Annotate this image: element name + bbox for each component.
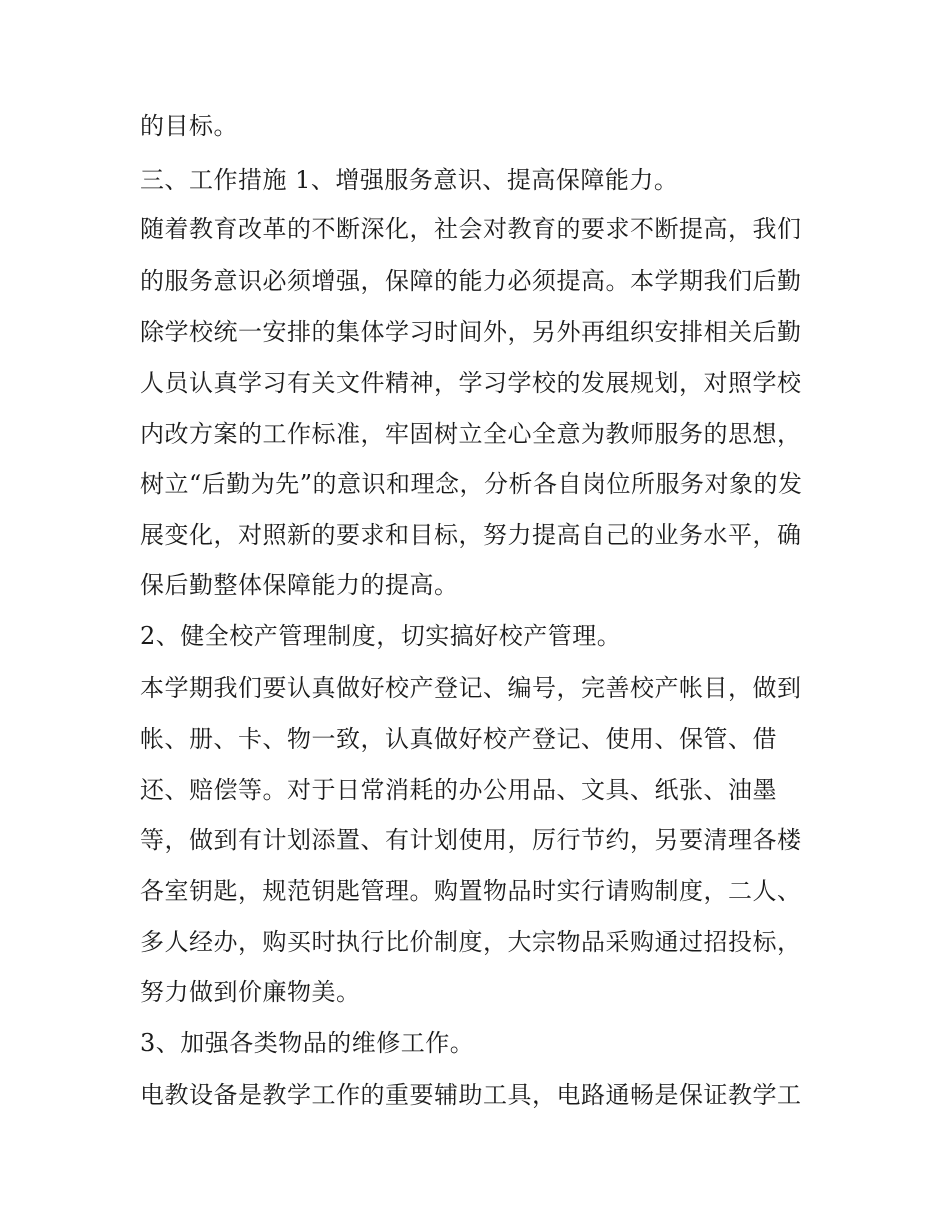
text-line-18: 努力做到价廉物美。 (140, 978, 361, 1006)
text-line-5: 除学校统一安排的集体学习时间外，另外再组织安排相关后勤 (140, 318, 802, 346)
text-line-4: 的服务意识必须增强，保障的能力必须提高。本学期我们后勤 (140, 267, 802, 295)
text-line-3: 随着教育改革的不断深化，社会对教育的要求不断提高，我们 (140, 215, 802, 243)
text-line-17: 多人经办，购买时执行比价制度，大宗物品采购通过招投标， (140, 928, 802, 956)
text-line-16: 各室钥匙，规范钥匙管理。购置物品时实行请购制度，二人、 (140, 877, 802, 905)
subheading-asset-management: 2、健全校产管理制度，切实搞好校产管理。 (140, 622, 622, 650)
text-line-12: 本学期我们要认真做好校产登记、编号，完善校产帐目，做到 (140, 674, 802, 702)
text-line-10: 保后勤整体保障能力的提高。 (140, 571, 459, 599)
text-line-1: 的目标。 (140, 112, 238, 140)
text-line-6: 人员认真学习有关文件精神，学习学校的发展规划，对照学校 (140, 369, 802, 397)
section-heading-work-measures: 三、工作措施 1、增强服务意识、提高保障能力。 (140, 166, 679, 194)
text-line-13: 帐、册、卡、物一致，认真做好校产登记、使用、保管、借 (140, 725, 777, 753)
text-line-9: 展变化，对照新的要求和目标，努力提高自己的业务水平，确 (140, 521, 802, 549)
subheading-maintenance: 3、加强各类物品的维修工作。 (140, 1029, 475, 1057)
text-line-14: 还、赔偿等。对于日常消耗的办公用品、文具、纸张、油墨 (140, 776, 777, 804)
text-line-8: 树立“后勤为先”的意识和理念，分析各自岗位所服务对象的发 (140, 470, 803, 498)
text-line-20: 电教设备是教学工作的重要辅助工具，电路通畅是保证教学工 (140, 1081, 802, 1109)
text-line-7: 内改方案的工作标准，牢固树立全心全意为教师服务的思想， (140, 420, 802, 448)
text-line-15: 等，做到有计划添置、有计划使用，厉行节约，另要清理各楼 (140, 826, 802, 854)
